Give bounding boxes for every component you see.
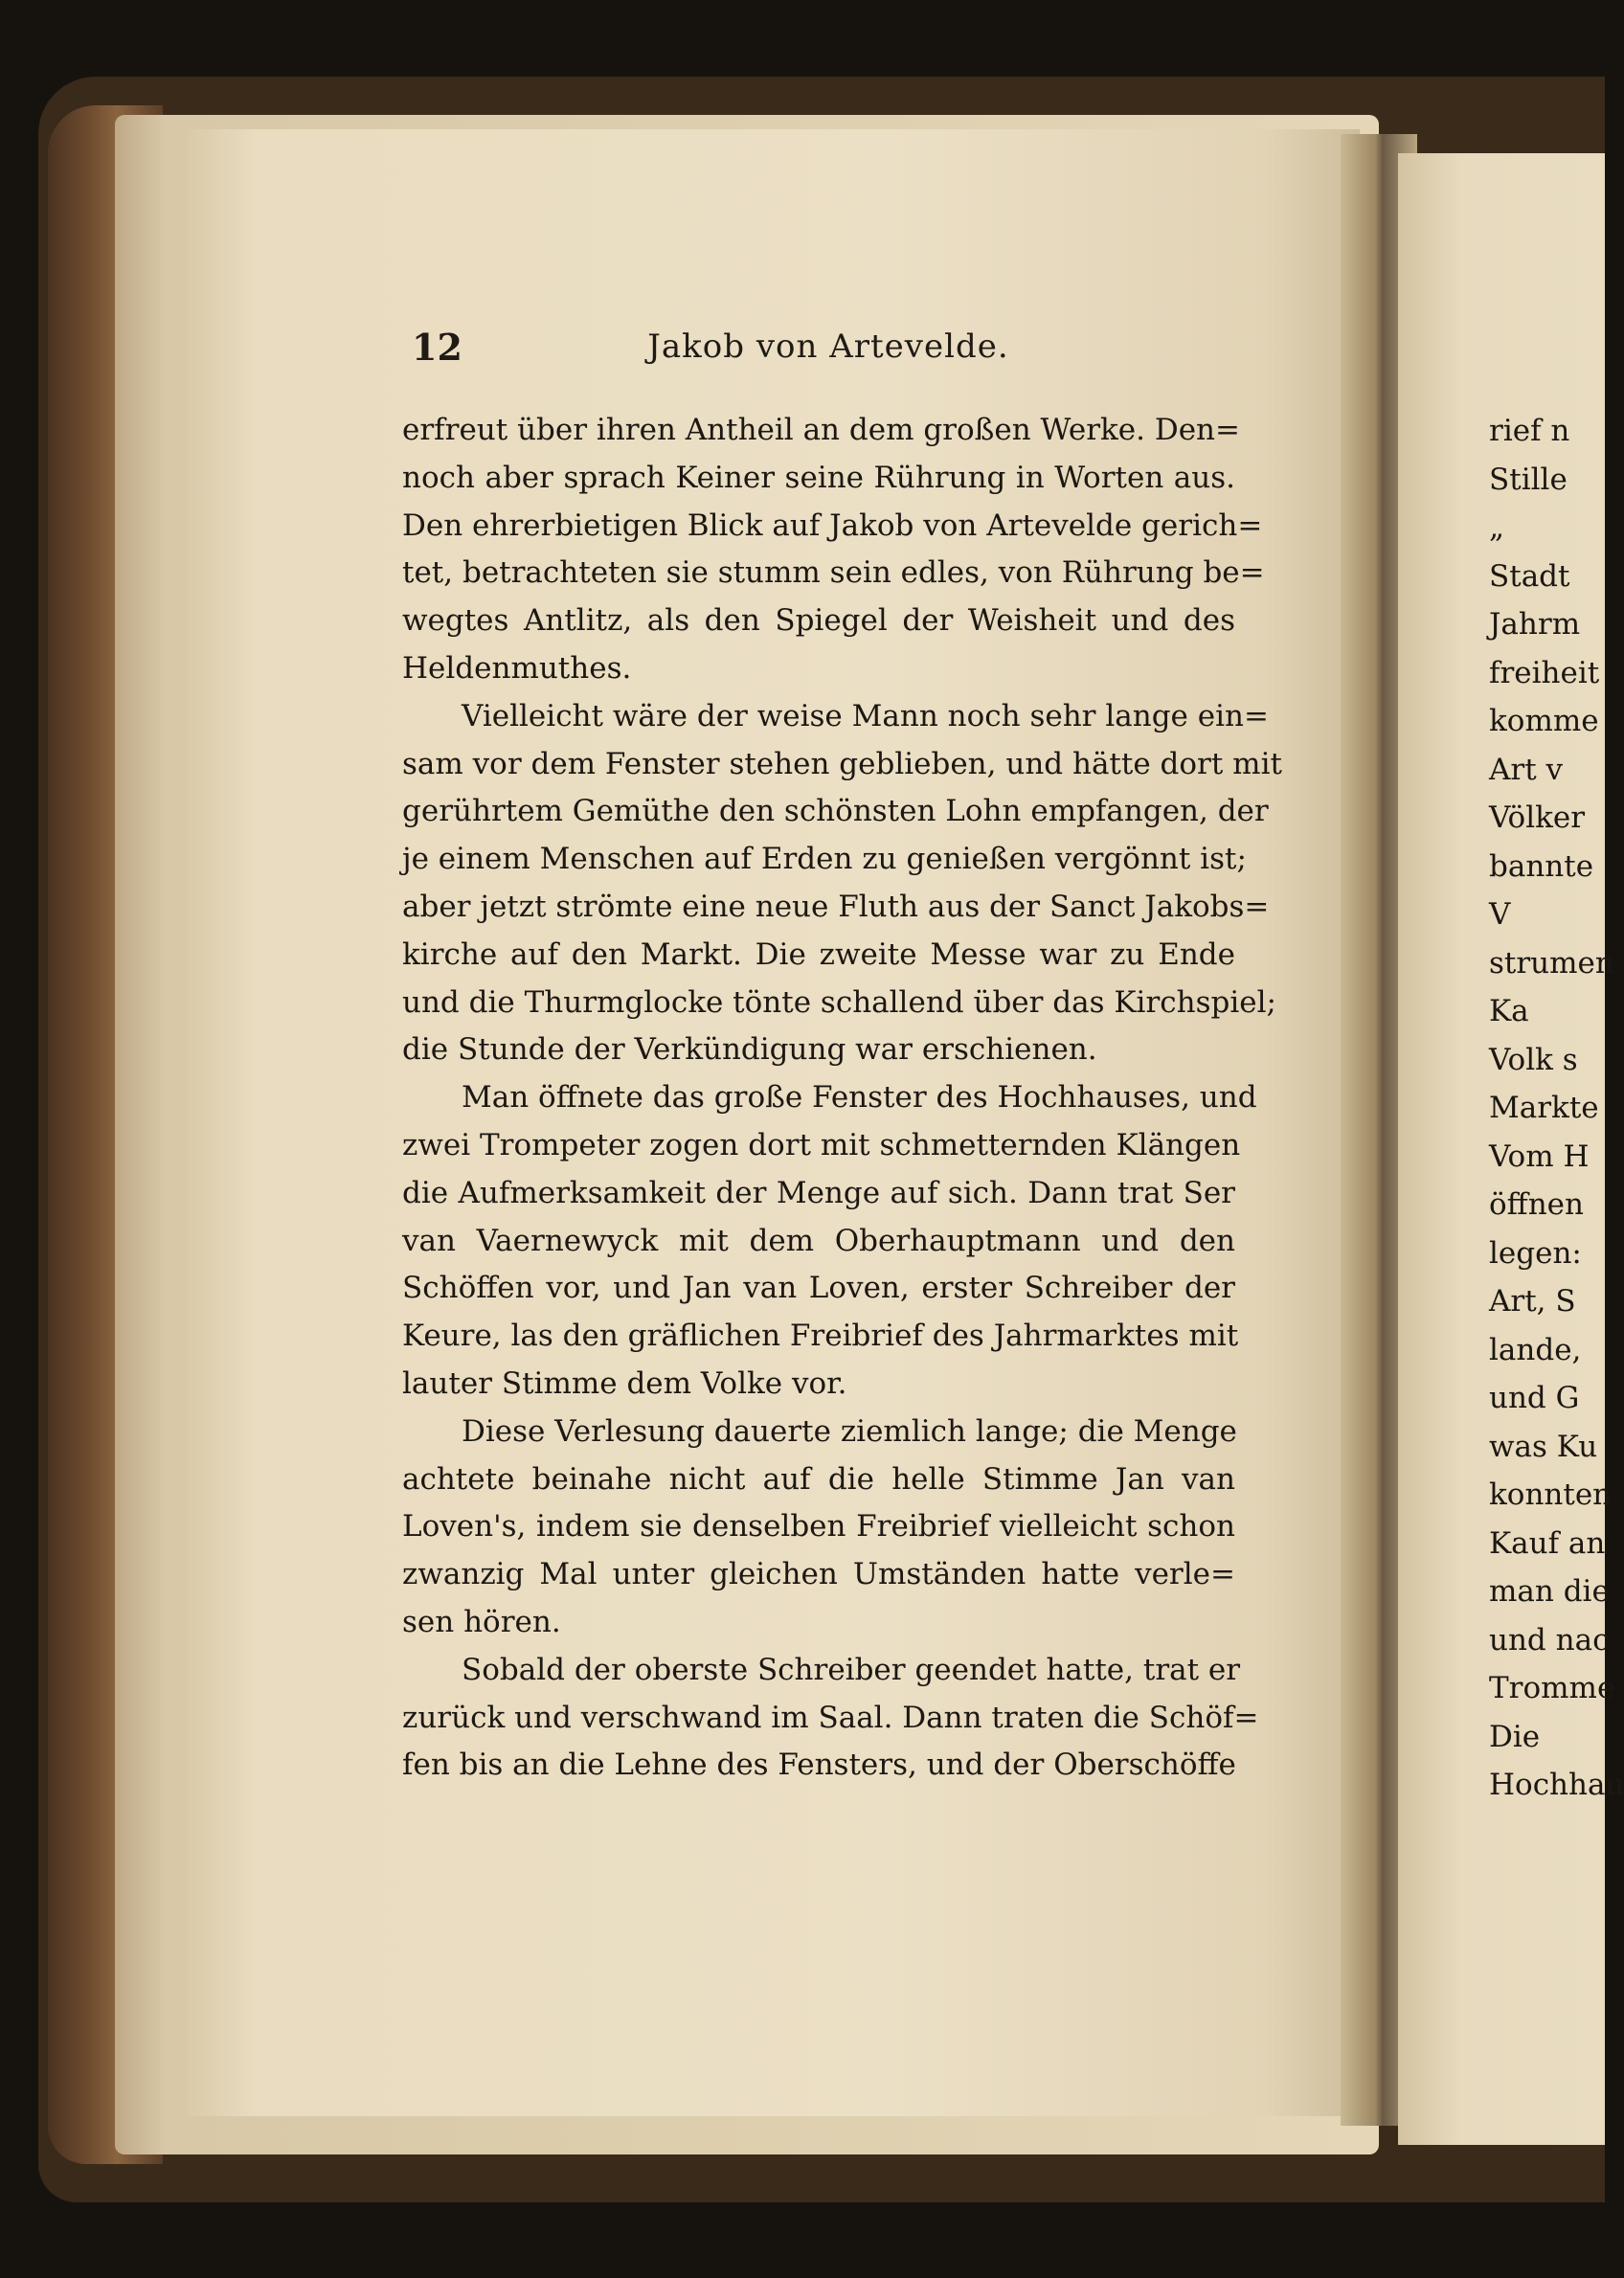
text-line: Den ehrerbietigen Blick auf Jakob von Artevelde gerich= (402, 507, 1263, 543)
text-line: kirche auf den Markt. Die zweite Messe war zu Ende (402, 936, 1235, 972)
right-page-line: Volk s (1489, 1042, 1578, 1077)
text-line: Heldenmuthes. (402, 650, 632, 686)
text-line: zurück und verschwand im Saal. Dann traten die Schöf= (402, 1700, 1259, 1735)
text-line: Diese Verlesung dauerte ziemlich lange; die Menge (462, 1413, 1237, 1449)
right-page-line: Hochhau (1489, 1768, 1624, 1802)
text-line: achtete beinahe nicht auf die helle Stimme Jan van (402, 1461, 1235, 1497)
text-line: fen bis an die Lehne des Fensters, und der Oberschöffe (402, 1748, 1236, 1783)
right-page-line: was Ku (1489, 1429, 1598, 1464)
page-header (412, 326, 1245, 383)
text-line: Schöffen vor, und Jan van Loven, erster Schreiber der (402, 1271, 1235, 1306)
page-number: 12 (412, 326, 462, 369)
right-page-line: und G (1489, 1381, 1580, 1415)
right-page-line: V (1489, 897, 1511, 932)
text-line: Man öffnete das große Fenster des Hochhauses, und (462, 1080, 1257, 1116)
right-page-line: konnten (1489, 1477, 1613, 1512)
right-page-line: Stille (1489, 462, 1568, 497)
text-line: Loven's, indem sie denselben Freibrief vielleicht schon (402, 1509, 1235, 1545)
text-line: tet, betrachteten sie stumm sein edles, von Rührung be= (402, 555, 1265, 591)
right-page-line: Art v (1489, 752, 1564, 787)
text-line: gerührtem Gemüthe den schönsten Lohn empfangen, der (402, 794, 1269, 829)
text-line: und die Thurmglocke tönte schallend über das Kirchspiel; (402, 984, 1276, 1020)
text-line: van Vaernewyck mit dem Oberhauptmann und den (402, 1223, 1235, 1258)
right-page-line: rief n (1489, 414, 1570, 448)
right-page-text (1489, 407, 1624, 1810)
right-page-line: Tromme (1489, 1671, 1615, 1705)
right-page-line: Vom H (1489, 1139, 1590, 1174)
right-page-line: lande, (1489, 1332, 1582, 1367)
text-line: lauter Stimme dem Volke vor. (402, 1365, 847, 1401)
text-line: Keure, las den gräflichen Freibrief des Jahrmarktes mit (402, 1319, 1239, 1354)
right-page-line: Ka (1489, 994, 1529, 1028)
text-line: zwanzig Mal unter gleichen Umständen hatte verle= (402, 1557, 1235, 1592)
text-line: die Aufmerksamkeit der Menge auf sich. Dann trat Ser (402, 1175, 1235, 1210)
text-line: je einem Menschen auf Erden zu genießen vergönnt ist; (402, 842, 1247, 877)
text-line: die Stunde der Verkündigung war erschienen. (402, 1032, 1097, 1068)
right-page-line: Die (1489, 1719, 1541, 1754)
right-page-line: man die (1489, 1574, 1610, 1609)
right-page-line: Kauf an (1489, 1525, 1606, 1561)
right-page-line: und nac (1489, 1622, 1610, 1658)
right-page-line: Art, S (1489, 1284, 1576, 1319)
text-line: Sobald der oberste Schreiber geendet hatte, trat er (462, 1652, 1241, 1687)
right-page-line: Markte (1489, 1091, 1599, 1125)
text-line: Vielleicht wäre der weise Mann noch sehr lange ein= (462, 698, 1269, 733)
right-page-line: „ (1489, 510, 1505, 545)
text-line: sam vor dem Fenster stehen geblieben, und hätte dort mit (402, 746, 1282, 781)
text-line: sen hören. (402, 1604, 561, 1639)
right-page-line: bannte (1489, 848, 1594, 884)
text-line: noch aber sprach Keiner seine Rührung in Worten aus. (402, 460, 1235, 495)
right-page-line: Völker (1489, 801, 1586, 835)
right-page-line: Stadt (1489, 558, 1570, 594)
text-line: zwei Trompeter zogen dort mit schmetternden Klängen (402, 1127, 1241, 1162)
text-line: erfreut über ihren Antheil an dem großen Werke. Den= (402, 413, 1240, 447)
right-page-line: öffnen (1489, 1187, 1584, 1222)
right-page-line: Jahrm (1489, 607, 1581, 642)
right-page-line: strumen (1489, 945, 1614, 981)
left-page-text (402, 407, 1282, 1790)
text-line: aber jetzt strömte eine neue Fluth aus der Sanct Jakobs= (402, 889, 1270, 924)
right-page-line: legen: (1489, 1235, 1582, 1271)
right-page-line: freiheit (1489, 655, 1600, 690)
right-page-line: komme (1489, 704, 1599, 738)
running-title: Jakob von Artevelde. (647, 327, 1009, 366)
text-line: wegtes Antlitz, als den Spiegel der Weisheit und des (402, 603, 1235, 639)
